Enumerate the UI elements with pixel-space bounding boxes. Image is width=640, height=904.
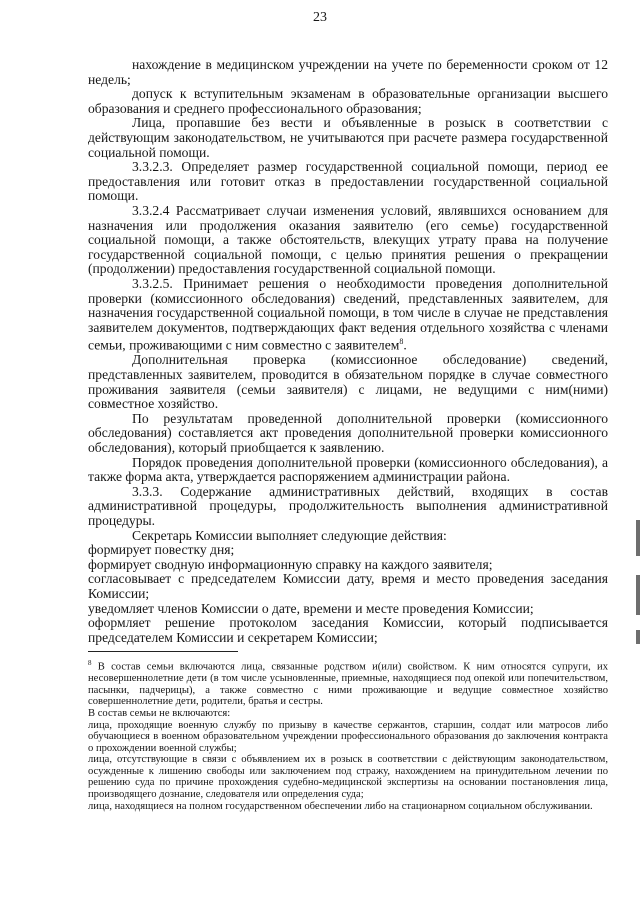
paragraph: Секретарь Комиссии выполняет следующие действия: — [132, 527, 447, 543]
footnote-text: В состав семьи включаются лица, связанные родством и(или) свойством. К ним относятся супруги, их несовершеннолетние дети (в том числе усыновленные, приемные, находящиеся под опекой или попечительством, пасынки, падчерицы), а также совместно с ними проживающие и ведущие совместное хозяйство совершеннолетние дети, родители, братья и сестры. — [88, 661, 608, 708]
scan-edge-mark — [636, 630, 640, 644]
scan-edge-mark — [636, 575, 640, 615]
list-item: согласовывает с председателем Комиссии дату, время и место проведения заседания Комиссии; — [88, 571, 608, 601]
footnote-item — [88, 658, 608, 708]
paragraph: 3.3.2.3. Определяет размер государственной социальной помощи, период ее предоставления или готовит отказ в предоставлении государственной социальной помощи. — [88, 159, 608, 204]
page-number: 23 — [313, 10, 327, 25]
scan-edge-mark — [636, 520, 640, 556]
footnote-item: В состав семьи не включаются: — [88, 707, 231, 719]
paragraph-with-footnote: 3.3.2.5. Принимает решения о необходимости проведения дополнительной проверки (комиссионного обследования) сведений, представленных заявителем, для назначения государственной социальной помощи, в том числе в случае не представления заявителем документов, подтверждающих факт ведения отдельного хозяйства с членами семьи, проживающими с ним совместно с заявителем$^8$. — [88, 275, 608, 353]
list-item: формирует повестку дня; — [88, 542, 235, 558]
paragraph-text: 3.3.2.5. Принимает решения о необходимости проведения дополнительной проверки (комиссионного обследования) сведений, представленных заявителем, для назначения государственной социальной помощи, в том числе в случае не представления заявителем документов, подтверждающих факт ведения отдельного хозяйства с членами семьи, проживающими с ним совместно с заявителем — [88, 275, 608, 353]
list-item: уведомляет членов Комиссии о дате, времени и месте проведения Комиссии; — [88, 600, 534, 616]
footnote-reference: 8 — [399, 337, 404, 347]
footnote-item: лица, отсутствующие в связи с объявлением их в розыск в соответствии с действующим законодательством, осужденные к лишению свободы или заключением под стражу, нахождением на принудительном лечении по решению суда по причине прохождения судебно-медицинской экспертизы на основании постановления лица, производящего дознание, следователя или определения суда; — [88, 754, 608, 801]
footnotes — [88, 658, 608, 812]
paragraph: По результатам проведенной дополнительной проверки (комиссионного обследования) составляется акт проведения дополнительной проверки комиссионного обследования), который приобщается к заявлению. — [88, 410, 608, 455]
footnote-marker: 8 — [88, 659, 92, 667]
footnote-divider — [88, 651, 238, 652]
paragraph: Порядок проведения дополнительной проверки (комиссионного обследования), а также форма акта, утверждается распоряжением администрации района. — [88, 454, 608, 485]
paragraph: нахождение в медицинском учреждении на учете по беременности сроком от 12 недель; — [88, 57, 608, 87]
document-body — [88, 58, 608, 645]
list-item: формирует сводную информационную справку на каждого заявителя; — [88, 556, 493, 572]
footnote-item: лица, находящиеся на полном государственном обеспечении либо на стационарном социальном обслуживании. — [88, 800, 593, 812]
paragraph: Лица, пропавшие без вести и объявленные в розыск в соответствии с действующим законодательством, не учитываются при расчете размера государственной социальной помощи. — [88, 115, 608, 160]
paragraph: 3.3.3. Содержание административных действий, входящих в состав административной процедуры, продолжительность выполнения административной процедуры. — [88, 483, 608, 528]
paragraph: 3.3.2.4 Рассматривает случаи изменения условий, являвшихся основанием для назначения или продолжения оказания заявителю (его семье) государственной социальной помощи, а также обстоятельств, влекущих утрату права на получение государственной социальной помощи, с целью принятия решения о прекращении (продолжении) предоставления государственной социальной помощи. — [88, 202, 608, 277]
paragraph: Дополнительная проверка (комиссионное обследование) сведений, представленных заявителем, проводится в обязательном порядке в случае совместного проживания заявителя (семьи заявителя) с лицами, не ведущими с ним(ними) совместное хозяйство. — [88, 352, 608, 412]
footnote-item: лица, проходящие военную службу по призыву в качестве сержантов, старшин, солдат или матросов либо обучающиеся в военном образовательном учреждении профессионального образования до заключения контракта о прохождении военной службы; — [88, 719, 608, 754]
list-item: оформляет решение протоколом заседания Комиссии, который подписывается председателем Комиссии и секретарем Комиссии; — [88, 615, 608, 645]
paragraph: допуск к вступительным экзаменам в образовательные организации высшего образования и среднего профессионального образования; — [88, 86, 608, 116]
